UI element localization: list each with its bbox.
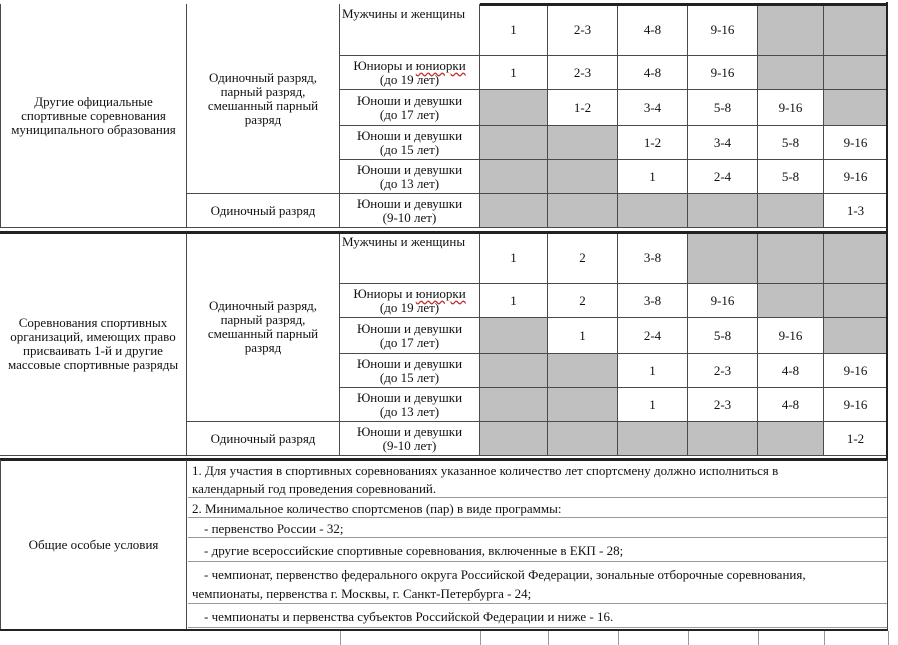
- place-cell: 2: [548, 232, 618, 284]
- place-cell: 9-16: [688, 284, 758, 318]
- empty-cell: [824, 4, 888, 56]
- age-group-text: [357, 425, 462, 453]
- condition-line: 2. Минимальное количество спортсменов (пар) в виде программы:: [188, 500, 888, 518]
- age-group-text: [357, 129, 462, 157]
- sheet-gridline: [758, 631, 759, 645]
- age-group-label-extra: юниорки: [415, 57, 466, 73]
- age-group: [340, 388, 480, 422]
- age-group-range: (9-10 лет): [382, 437, 437, 453]
- age-group-range: (до 17 лет): [379, 106, 440, 122]
- age-group-text: [357, 197, 462, 225]
- empty-cell: [824, 284, 888, 318]
- age-group-label: Юноши и девушки: [356, 195, 463, 211]
- place-cell: 1-3: [824, 194, 888, 228]
- age-group-label: Юниоры и: [353, 285, 416, 301]
- age-group-text: [342, 7, 465, 21]
- age-group-label: Юниоры и: [353, 57, 416, 73]
- age-group: [340, 126, 480, 160]
- empty-cell: [548, 160, 618, 194]
- sheet-gridline: [340, 631, 341, 645]
- empty-cell: [758, 56, 824, 90]
- place-cell: 1: [480, 4, 548, 56]
- place-cell: 1: [548, 318, 618, 354]
- empty-cell: [758, 194, 824, 228]
- age-group: [340, 284, 480, 318]
- empty-cell: [480, 160, 548, 194]
- empty-cell: [480, 318, 548, 354]
- age-group: [340, 90, 480, 126]
- place-cell: 2-3: [688, 388, 758, 422]
- discipline-single: Одиночный разряд: [187, 194, 340, 228]
- empty-cell: [618, 194, 688, 228]
- place-cell: 4-8: [758, 354, 824, 388]
- place-cell: 9-16: [688, 4, 758, 56]
- empty-cell: [480, 90, 548, 126]
- age-group-label: Юноши и девушки: [356, 92, 463, 108]
- age-group: [340, 422, 480, 456]
- condition-line: чемпионаты, первенства г. Москвы, г. Санкт-Петербурга - 24;: [188, 584, 888, 604]
- place-cell: 4-8: [618, 4, 688, 56]
- place-cell: 2-3: [688, 354, 758, 388]
- age-group-label: Юноши и девушки: [356, 320, 463, 336]
- discipline-main: Одиночный разряд, парный разряд, смешанный парный разряд: [187, 232, 340, 422]
- age-group-label: Юноши и девушки: [356, 423, 463, 439]
- age-group: [340, 354, 480, 388]
- age-group-text: [357, 94, 462, 122]
- age-group: [340, 318, 480, 354]
- age-group-label: Юноши и девушки: [356, 389, 463, 405]
- empty-cell: [758, 422, 824, 456]
- conditions-title: Общие особые условия: [0, 460, 187, 630]
- age-group-label: Юноши и девушки: [356, 127, 463, 143]
- age-group-range: (до 19 лет): [379, 71, 440, 87]
- condition-line: - другие всероссийские спортивные соревнования, включенные в ЕКП - 28;: [188, 540, 888, 562]
- place-cell: 2-4: [688, 160, 758, 194]
- section-title: Другие официальные спортивные соревнования муниципального образования: [0, 4, 187, 228]
- age-group-range: (до 17 лет): [379, 334, 440, 350]
- section-separator: [0, 231, 888, 234]
- age-group-range: (до 15 лет): [379, 141, 440, 157]
- empty-cell: [824, 90, 888, 126]
- place-cell: 1: [618, 388, 688, 422]
- age-group-range: (до 15 лет): [379, 369, 440, 385]
- place-cell: 3-8: [618, 284, 688, 318]
- discipline-main: Одиночный разряд, парный разряд, смешанный парный разряд: [187, 4, 340, 194]
- table-right-edge: [886, 2, 888, 461]
- section-title: Соревнования спортивных организаций, имеющих право присваивать 1-й и другие массовые спортивные разряды: [0, 232, 187, 456]
- empty-cell: [758, 4, 824, 56]
- place-cell: 2-3: [548, 4, 618, 56]
- place-cell: 9-16: [758, 318, 824, 354]
- empty-cell: [824, 232, 888, 284]
- place-cell: 9-16: [824, 160, 888, 194]
- place-cell: 1-2: [824, 422, 888, 456]
- empty-cell: [688, 232, 758, 284]
- age-group: [340, 194, 480, 228]
- empty-cell: [548, 422, 618, 456]
- age-group-text: [353, 59, 465, 87]
- place-cell: 2-4: [618, 318, 688, 354]
- age-group-text: [357, 163, 462, 191]
- age-group: [340, 232, 480, 284]
- section-separator: [480, 3, 888, 6]
- age-group-text: [357, 322, 462, 350]
- place-cell: 3-8: [618, 232, 688, 284]
- empty-cell: [548, 354, 618, 388]
- empty-cell: [548, 194, 618, 228]
- place-cell: 5-8: [688, 318, 758, 354]
- sheet-gridline: [480, 631, 481, 645]
- age-group-label: Мужчины и женщины: [342, 6, 466, 21]
- place-cell: 1: [480, 284, 548, 318]
- place-cell: 5-8: [758, 160, 824, 194]
- place-cell: 1: [618, 354, 688, 388]
- age-group-range: (до 19 лет): [379, 299, 440, 315]
- empty-cell: [480, 354, 548, 388]
- age-group-label: Юноши и девушки: [356, 355, 463, 371]
- sheet-gridline: [688, 631, 689, 645]
- sheet-gridline: [618, 631, 619, 645]
- place-cell: 2-3: [548, 56, 618, 90]
- age-group: [340, 56, 480, 90]
- empty-cell: [480, 194, 548, 228]
- age-group-label-extra: юниорки: [415, 285, 466, 301]
- age-group-label: Юноши и девушки: [356, 161, 463, 177]
- place-cell: 4-8: [758, 388, 824, 422]
- age-group: [340, 4, 480, 56]
- condition-line: - чемпионаты и первенства субъектов Российской Федерации и ниже - 16.: [188, 606, 888, 628]
- age-group-range: (9-10 лет): [382, 209, 437, 225]
- place-cell: 1: [618, 160, 688, 194]
- empty-cell: [480, 126, 548, 160]
- condition-line: - первенство России - 32;: [188, 520, 888, 538]
- place-cell: 1-2: [618, 126, 688, 160]
- age-group-range: (до 13 лет): [379, 175, 440, 191]
- sheet-gridline: [548, 631, 549, 645]
- place-cell: 5-8: [688, 90, 758, 126]
- empty-cell: [548, 126, 618, 160]
- place-cell: 1: [480, 56, 548, 90]
- place-cell: 1-2: [548, 90, 618, 126]
- empty-cell: [480, 388, 548, 422]
- place-cell: 9-16: [688, 56, 758, 90]
- place-cell: 4-8: [618, 56, 688, 90]
- empty-cell: [824, 56, 888, 90]
- discipline-single: Одиночный разряд: [187, 422, 340, 456]
- empty-cell: [758, 284, 824, 318]
- empty-cell: [688, 422, 758, 456]
- place-cell: 9-16: [824, 126, 888, 160]
- empty-cell: [758, 232, 824, 284]
- condition-line: 1. Для участия в спортивных соревнованиях указанное количество лет спортсмену должно исполниться в: [192, 463, 779, 478]
- conditions-right-edge: [887, 460, 888, 630]
- place-cell: 3-4: [688, 126, 758, 160]
- age-group-range: (до 13 лет): [379, 403, 440, 419]
- sheet-gridline: [888, 631, 889, 645]
- empty-cell: [824, 318, 888, 354]
- place-cell: 5-8: [758, 126, 824, 160]
- age-group-text: [357, 357, 462, 385]
- place-cell: 2: [548, 284, 618, 318]
- place-cell: 9-16: [758, 90, 824, 126]
- empty-cell: [688, 194, 758, 228]
- empty-cell: [480, 422, 548, 456]
- age-group-text: [353, 287, 465, 315]
- empty-cell: [548, 388, 618, 422]
- age-group-text: [357, 391, 462, 419]
- age-group-text: [342, 235, 465, 249]
- conditions-bottom: [0, 629, 888, 631]
- place-cell: 9-16: [824, 354, 888, 388]
- age-group: [340, 160, 480, 194]
- empty-cell: [618, 422, 688, 456]
- place-cell: 3-4: [618, 90, 688, 126]
- condition-line: календарный год проведения соревнований.: [188, 480, 888, 498]
- place-cell: 1: [480, 232, 548, 284]
- sheet-gridline: [824, 631, 825, 645]
- place-cell: 9-16: [824, 388, 888, 422]
- condition-line: - чемпионат, первенство федерального округа Российской Федерации, зональные отборочные соревнования,: [204, 567, 806, 582]
- age-group-label: Мужчины и женщины: [342, 234, 466, 249]
